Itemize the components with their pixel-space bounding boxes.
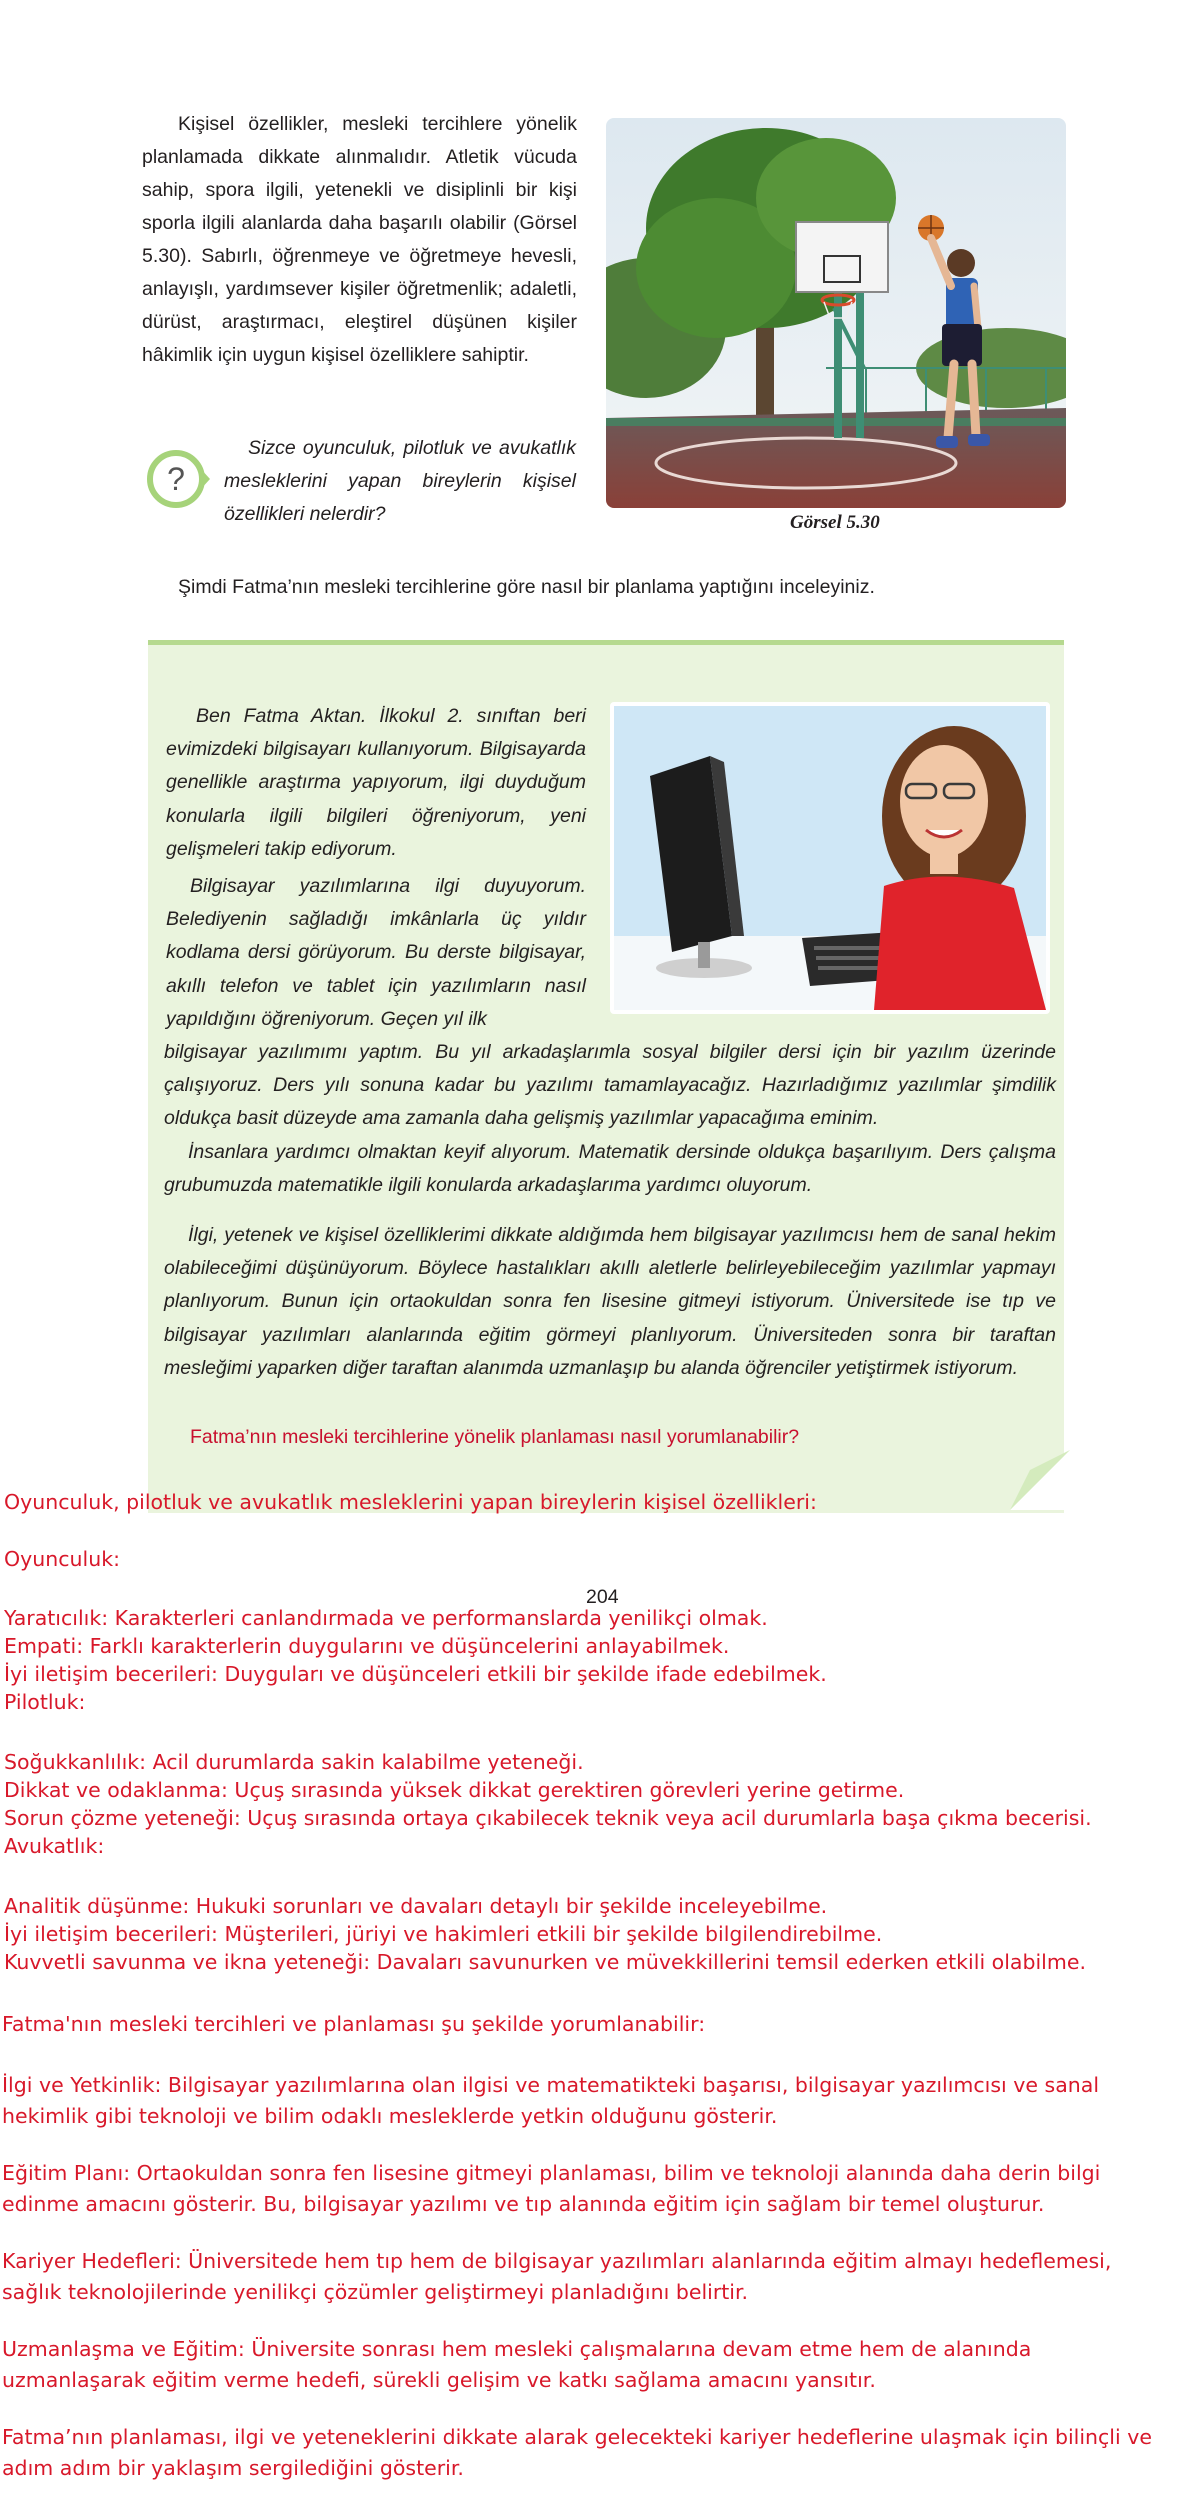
- lawyer-item: Kuvvetli savunma ve ikna yeteneği: Davaları savunurken ve müvekkillerini temsil ederken etkili olabilme.: [4, 1950, 1086, 1974]
- fatma-point: İlgi ve Yetkinlik: Bilgisayar yazılımlarına olan ilgisi ve matematikteki başarısı, bilgisayar yazılımcısı ve sanal hekimlik gibi teknoloji ve bilim odaklı mesleklerde yetkin olduğunu gösterir.: [2, 2073, 1100, 2128]
- pilot-item: Sorun çözme yeteneği: Uçuş sırasında ortaya çıkabilecek teknik veya acil durumlarla başa çıkma becerisi.: [4, 1806, 1092, 1830]
- basketball-illustration: [606, 118, 1066, 508]
- fatma-point: Eğitim Planı: Ortaokuldan sonra fen lisesine gitmeyi planlaması, bilim ve teknoloji alanında daha derin bilgi edinme amacını gösterir. Bu, bilgisayar yazılımı ve tıp alanında eğitim için sağlam bir temel oluşturur.: [2, 2161, 1101, 2216]
- fatma-point: Uzmanlaşma ve Eğitim: Üniversite sonrası hem mesleki çalışmalarına devam etme hem de alanında uzmanlaşarak eğitim verme hedefi, sürekli gelişim ve katkı sağlama amacını yansıtır.: [2, 2337, 1032, 2392]
- lawyer-title: Avukatlık:: [4, 1834, 105, 1858]
- answer-heading: Oyunculuk, pilotluk ve avukatlık mesleklerini yapan bireylerin kişisel özellikleri:: [4, 1490, 817, 1514]
- panel-page-curl: [1010, 1450, 1070, 1510]
- acting-item: Empati: Farklı karakterlerin duygularını ve düşüncelerini anlayabilmek.: [4, 1634, 730, 1658]
- lawyer-item: İyi iletişim becerileri: Müşterileri, jüriyi ve hakimleri etkili bir şekilde bilgilendirebilme.: [4, 1922, 883, 1946]
- pilot-item: Dikkat ve odaklanma: Uçuş sırasında yüksek dikkat gerektiren görevleri yerine getirme.: [4, 1778, 905, 1802]
- fatma-point: Kariyer Hedefleri: Üniversitede hem tıp hem de bilgisayar yazılımları alanlarında eğitim almayı hedeflemesi, sağlık teknolojilerinde yenilikçi çözümler geliştirmeyi planladığını belirtir.: [2, 2249, 1112, 2304]
- acting-item: İyi iletişim becerileri: Duyguları ve düşünceleri etkili bir şekilde ifade edebilmek.: [4, 1662, 827, 1686]
- story-paragraph-1: Ben Fatma Aktan. İlkokul 2. sınıftan beri evimizdeki bilgisayarı kullanıyorum. Bilgisayarda genellikle araştırma yapıyorum, ilgi duyduğum konularla ilgili bilgileri öğreniyorum, yeni gelişmeleri takip ediyorum.: [166, 705, 586, 860]
- figure-caption: Görsel 5.30: [790, 512, 880, 533]
- acting-title: Oyunculuk:: [4, 1547, 120, 1571]
- pilot-title: Pilotluk:: [4, 1690, 86, 1714]
- question-mark-glyph: ?: [167, 461, 185, 497]
- pilot-item: Soğukkanlılık: Acil durumlarda sakin kalabilme yeteneği.: [4, 1750, 584, 1774]
- acting-item: Yaratıcılık: Karakterleri canlandırmada ve performanslarda yenilikçi olmak.: [4, 1606, 768, 1630]
- story-question: Fatma’nın mesleki tercihlerine yönelik planlaması nasıl yorumlanabilir?: [190, 1426, 800, 1448]
- fatma-heading: Fatma'nın mesleki tercihleri ve planlaması şu şekilde yorumlanabilir:: [2, 2012, 706, 2036]
- intro-paragraph: Kişisel özellikler, mesleki tercihlere yönelik planlamada dikkate alınmalıdır. Atletik vücuda sahip, spora ilgili, yetenekli ve disiplinli bir kişi sporla ilgili alanlarda daha başarılı olabilir (Görsel 5.30). Sabırlı, öğrenmeye ve öğretmeye hevesli, anlayışlı, yardımsever kişiler öğretmenlik; adaletli, dürüst, araştırmacı, eleştirel düşünen kişiler hâkimlik için uygun kişisel özelliklere sahiptir.: [142, 113, 577, 366]
- story-paragraph-3: İnsanlara yardımcı olmaktan keyif alıyorum. Matematik dersinde oldukça başarılıyım. Ders çalışma grubumuzda matematikle ilgili konularda arkadaşlarıma yardımcı oluyorum.: [164, 1141, 1056, 1197]
- story-paragraph-2-start: Bilgisayar yazılımlarına ilgi duyuyorum. Belediyenin sağladığı imkânlarla üç yıldır kodlama dersi görüyorum. Bu derste bilgisayar, akıllı telefon ve tablet için yazılımların nasıl yapıldığını öğreniyorum. Geçen yıl ilk: [166, 875, 586, 1030]
- conclusion: Fatma’nın planlaması, ilgi ve yeteneklerini dikkate alarak gelecekteki kariyer hedeflerine ulaşmak için bilinçli ve adım adım bir yaklaşım sergilediğini gösterir.: [2, 2425, 1152, 2480]
- reflection-question: Sizce oyunculuk, pilotluk ve avukatlık mesleklerini yapan bireylerin kişisel özellikleri nelerdir?: [224, 437, 576, 525]
- girl-computer-illustration: [614, 706, 1046, 1010]
- page-number: 204: [586, 1586, 619, 1608]
- story-paragraph-2-continued: bilgisayar yazılımımı yaptım. Bu yıl arkadaşlarımla sosyal bilgiler dersi için bir yazılım üzerinde çalışıyoruz. Ders yılı sonuna kadar bu yazılımı tamamlayacağız. Hazırladığımız yazılımlar şimdilik oldukça basit düzeyde ama zamanla daha gelişmiş yazılımlar yapacağıma eminim.: [164, 1041, 1056, 1130]
- story-paragraph-4: İlgi, yetenek ve kişisel özelliklerimi dikkate aldığımda hem bilgisayar yazılımcısı hem de sanal hekim olabileceğimi düşünüyorum. Böylece hastalıkları akıllı aletlerle belirleyebileceğim yazılımlar yapmayı planlıyorum. Bunun için ortaokuldan sonra fen lisesine gitmeyi istiyorum. Üniversitede ise tıp ve bilgisayar yazılımları alanlarında eğitim görmeyi planlıyorum. Üniversiteden sonra bir taraftan mesleğimi yaparken diğer taraftan alanımda uzmanlaşıp bu alanda öğrenciler yetiştirmek istiyorum.: [164, 1224, 1056, 1379]
- question-mark-icon: [146, 446, 212, 512]
- transition-sentence: Şimdi Fatma’nın mesleki tercihlerine göre nasıl bir planlama yaptığını inceleyiniz.: [178, 576, 875, 598]
- basketball-photo: [606, 118, 1066, 508]
- lawyer-item: Analitik düşünme: Hukuki sorunları ve davaları detaylı bir şekilde inceleyebilme.: [4, 1894, 828, 1918]
- girl-computer-photo: [610, 702, 1050, 1014]
